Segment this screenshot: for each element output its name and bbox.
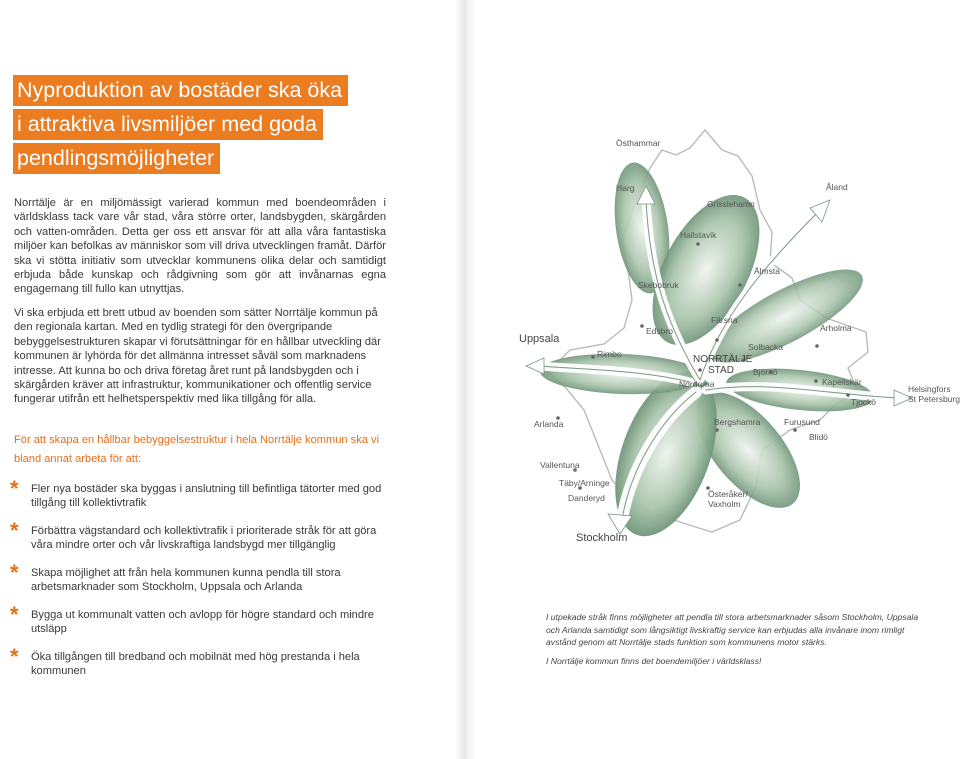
label-stpetersburg: St Petersburg (908, 394, 960, 404)
label-norrtalje: NORRTÄLJE (693, 354, 753, 365)
commute-map (477, 0, 960, 600)
title-line-2: i attraktiva livsmiljöer med goda (13, 109, 323, 140)
bullet-text: Skapa möjlighet att från hela kommunen kunna pendla till stora arbetsmarknader som Stockholm, Uppsala och Arlanda (31, 567, 341, 594)
label-hallstavik: Hallstavik (680, 230, 717, 240)
label-aland: Åland (826, 182, 848, 192)
label-tjocko: Tjockö (851, 397, 877, 407)
title-line-1: Nyproduktion av bostäder ska öka (13, 75, 348, 106)
label-danderyd: Danderyd (568, 493, 605, 503)
bullet-text: Fler nya bostäder ska byggas i anslutning till befintliga tätorter med god tillgång till kollektivtrafik (31, 483, 382, 510)
asterisk-icon: * (10, 560, 19, 585)
label-bjorno: Björnö (753, 367, 778, 377)
bullet-text: Bygga ut kommunalt vatten och avlopp för högre standard och mindre utsläpp (31, 609, 374, 636)
label-farsna: Färsna (711, 315, 738, 325)
label-solbacka: Solbacka (748, 342, 783, 352)
label-vaxholm: Vaxholm (708, 499, 741, 509)
asterisk-icon: * (10, 602, 19, 627)
label-osteraker: Österåker/ (708, 489, 748, 499)
label-harg: Harg (616, 183, 635, 193)
label-norrtalje-stad: STAD (708, 365, 734, 376)
label-taby: Täby/Arninge (559, 478, 610, 488)
label-bergshamra: Bergshamra (714, 417, 761, 427)
label-almsta: Älmsta (754, 266, 780, 276)
page-gutter (455, 0, 477, 759)
intro-paragraph-2: Vi ska erbjuda ett brett utbud av boenden som sätter Norrtälje kommun på den regionala kartan. Med en tydlig strategi för den övergripande bebyggelsestrukturen skapar vi förutsättningar för en hållbar utveckling där kommunen är lyhörda för det allmänna intresset såväl som marknadens intresse. Att kunna bo och driva företag året runt på landsbygden och i skärgården kräver att infrastruktur, kommunikationer och offentlig service fungerar utifrån ett helhetsperspektiv med lika tillgång för alla. (14, 307, 381, 406)
label-grisslehamn: Grisslehamn (707, 199, 755, 209)
label-arlanda: Arlanda (534, 419, 564, 429)
label-vallentuna: Vallentuna (540, 460, 580, 470)
left-page (0, 0, 462, 759)
label-uppsala: Uppsala (519, 333, 560, 345)
label-edsbro: Edsbro (646, 326, 673, 336)
lead-text: För att skapa en hållbar bebyggelsestruktur i hela Norrtälje kommun ska vi bland annat arbeta för att: (14, 434, 380, 465)
label-rimbo: Rimbo (597, 349, 622, 359)
label-nordrona: Nordrona (679, 379, 715, 389)
intro-paragraph-1: Norrtälje är en miljömässigt varierad kommun med boendeområden i världsklass tack vare vår stad, våra större orter, landsbygden, skärgården och vatten-områden. Detta ger oss ett ansvar för att alla våra fantastiska miljöer kan befolkas av människor som vill driva utvecklingen framåt. Därför ska vi stötta initiativ som utvecklar kommunens olika delar och samtidigt erbjuda både kunskap och rådgivning som gör att invånarnas egna engagemang till fullo kan utnyttjas. (14, 197, 386, 296)
asterisk-icon: * (10, 476, 19, 501)
label-furusund: Furusund (784, 417, 820, 427)
asterisk-icon: * (10, 518, 19, 543)
bullet-text: Öka tillgången till bredband och mobilnät med hög prestanda i hela kommunen (31, 651, 360, 678)
label-kapellskar: Kapellskär (822, 377, 862, 387)
caption-2: I Norrtälje kommun finns det boendemiljöer i världsklass! (546, 656, 762, 666)
label-blido: Blidö (809, 432, 828, 442)
caption-1: I utpekade stråk finns möjligheter att pendla till stora arbetsmarknader såsom Stockholm, Uppsala och Arlanda samtidigt som långsiktigt livskraftig service kan erbjudas alla invånare inom rimligt avstånd genom att Norrtälje stads funktion som kommunens motor stärks. (546, 612, 919, 648)
bullet-text: Förbättra vägstandard och kollektivtrafik i prioriterade stråk för att göra våra mindre orter och vår livskraftiga landsbygd mer tillgänglig (31, 525, 377, 552)
asterisk-icon: * (10, 644, 19, 669)
label-skebobruk: Skebobruk (638, 280, 679, 290)
title-line-3: pendlingsmöjligheter (13, 143, 220, 174)
label-arholma: Arholma (820, 323, 852, 333)
label-helsingfors: Helsingfors (908, 384, 951, 394)
label-stockholm: Stockholm (576, 532, 628, 544)
label-osthammar: Östhammar (616, 138, 661, 148)
